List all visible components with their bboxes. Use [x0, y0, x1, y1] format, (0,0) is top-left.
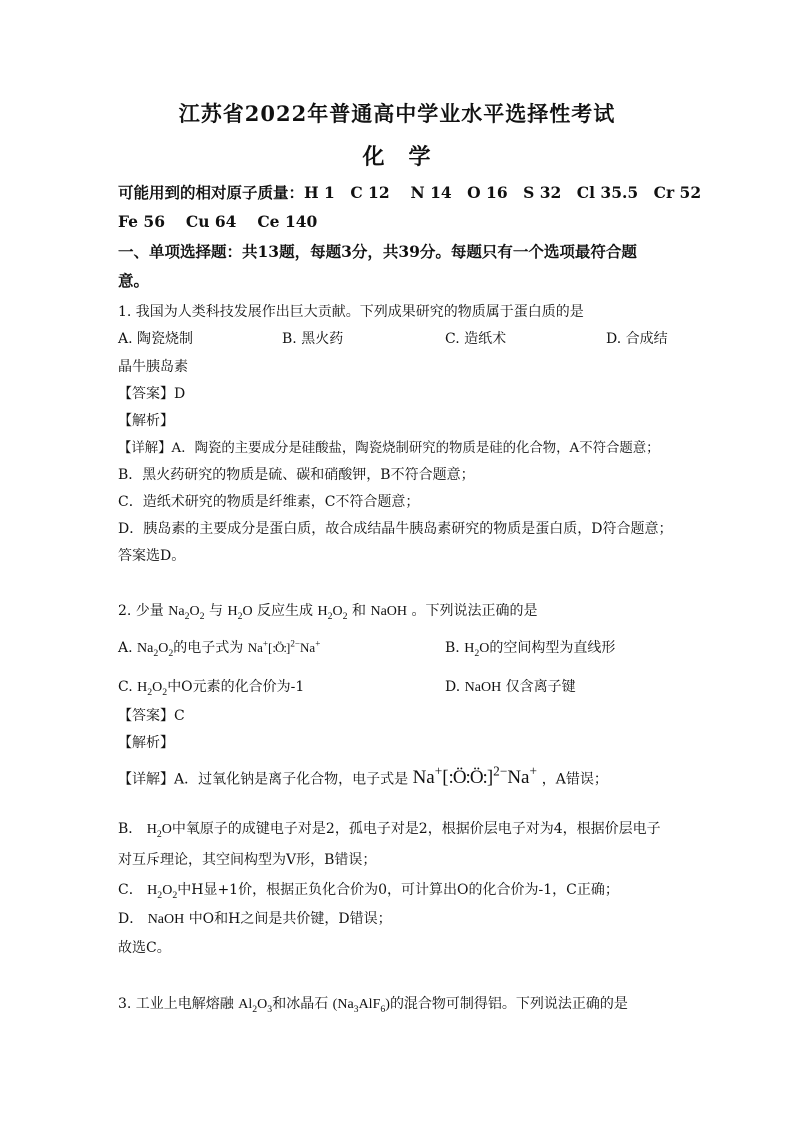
atomic-masses-line-1: 可能用到的相对原子质量：H 1 C 12 N 14 O 16 S 32 Cl 35.5 Cr 52	[118, 183, 702, 202]
q2-detail-a: 【详解】A．过氧化钠是离子化合物，电子式是 Na+[:Ö:Ö:]$^{2-}$Na+ ，A错误；	[118, 764, 608, 789]
formula-na2o2: $Na_2O_2$	[168, 604, 205, 622]
q2-option-c: C. $H_2O_2$中O元素的化合价为-1	[118, 679, 305, 698]
q2-answer: 【答案】C	[118, 708, 185, 724]
formula-naoh: NaOH	[464, 680, 502, 695]
formula-h2o: $H_2O$	[146, 822, 172, 840]
section-heading-line-1: 一、单项选择题：共13题，每题3分，共39分。每题只有一个选项最符合题	[118, 242, 637, 261]
q1-detail-b: B．黑火药研究的物质是硫、碳和硝酸钾，B不符合题意；	[118, 467, 475, 483]
q2-option-b: B. $H_2O$的空间构型为直线形	[445, 640, 616, 659]
formula-al2o3: $Al_2O_3$	[238, 997, 273, 1015]
q2-analysis-label: 【解析】	[118, 735, 174, 751]
atomic-masses-line-2: Fe 56 Cu 64 Ce 140	[118, 212, 318, 231]
q1-detail-d: D．胰岛素的主要成分是蛋白质，故合成结晶牛胰岛素研究的物质是蛋白质，D符合题意；	[118, 521, 673, 537]
q2-detail-b-line-2: 对互斥理论，其空间构型为V形，B错误；	[118, 852, 377, 868]
q2-conclusion: 故选C。	[118, 940, 171, 956]
q1-option-b: B. 黑火药	[282, 331, 344, 347]
q2-stem: 2. 少量 $Na_2O_2$ 与 $H_2O$ 反应生成 $H_2O_2$ 和 NaOH 。下列说法正确的是	[118, 603, 538, 622]
section-heading-line-2: 意。	[118, 271, 150, 290]
q1-detail-c: C．造纸术研究的物质是纤维素，C不符合题意；	[118, 494, 420, 510]
q1-option-c: C. 造纸术	[445, 331, 507, 347]
formula-h2o: $H_2O$	[464, 641, 490, 659]
q1-answer: 【答案】D	[118, 386, 186, 402]
formula-h2o: $H_2O$	[227, 604, 253, 622]
formula-naoh: NaOH	[147, 912, 185, 927]
q1-option-a: A. 陶瓷烧制	[118, 331, 194, 347]
q1-analysis-label: 【解析】	[118, 413, 174, 429]
formula-naoh: NaOH	[370, 604, 408, 619]
q2-option-a: A. $Na_2O_2$的电子式为 Na+[:Ö:]$^{2-}$Na+	[118, 638, 321, 659]
q2-detail-c: C． $H_2O_2$中H显+1价，根据正负化合价为0，可计算出O的化合价为-1，C正确；	[118, 882, 619, 901]
q1-detail-a: 【详解】A．陶瓷的主要成分是硅酸盐，陶瓷烧制研究的物质是硅的化合物，A不符合题意；	[118, 441, 660, 456]
formula-na2o2: $Na_2O_2$	[137, 641, 174, 659]
formula-h2o2: $H_2O_2$	[317, 604, 348, 622]
q3-stem: 3. 工业上电解熔融 $Al_2O_3$和冰晶石 $(Na_3AlF_6)$的混合物可制得铝。下列说法正确的是	[118, 996, 628, 1015]
q1-option-d-continued: 晶牛胰岛素	[118, 359, 188, 375]
electron-dot-formula-small: Na+[:Ö:]$^{2-}$Na+	[247, 638, 321, 655]
exam-title: 江苏省2022年普通高中学业水平选择性考试	[178, 101, 616, 126]
q2-option-d: D. NaOH 仅含离子键	[445, 679, 576, 695]
formula-na3alf6: $(Na_3AlF_6)$	[332, 997, 390, 1015]
q2-detail-b: B． $H_2O$中氧原子的成键电子对是2，孤电子对是2，根据价层电子对为4，根据价层电子	[118, 821, 661, 840]
formula-h2o2: $H_2O_2$	[137, 680, 168, 698]
q1-option-d: D. 合成结	[606, 331, 668, 347]
q1-conclusion: 答案选D。	[118, 548, 186, 564]
subject-title: 化 学	[362, 144, 432, 170]
q2-stem-prefix: 2. 少量	[118, 603, 164, 619]
q1-stem: 1. 我国为人类科技发展作出巨大贡献。下列成果研究的物质属于蛋白质的是	[118, 304, 584, 320]
q2-detail-d: D． NaOH 中O和H之间是共价键，D错误；	[118, 911, 392, 927]
electron-dot-formula-large: Na+[:Ö:Ö:]$^{2-}$Na+	[412, 764, 537, 789]
formula-h2o2: $H_2O_2$	[147, 883, 178, 901]
